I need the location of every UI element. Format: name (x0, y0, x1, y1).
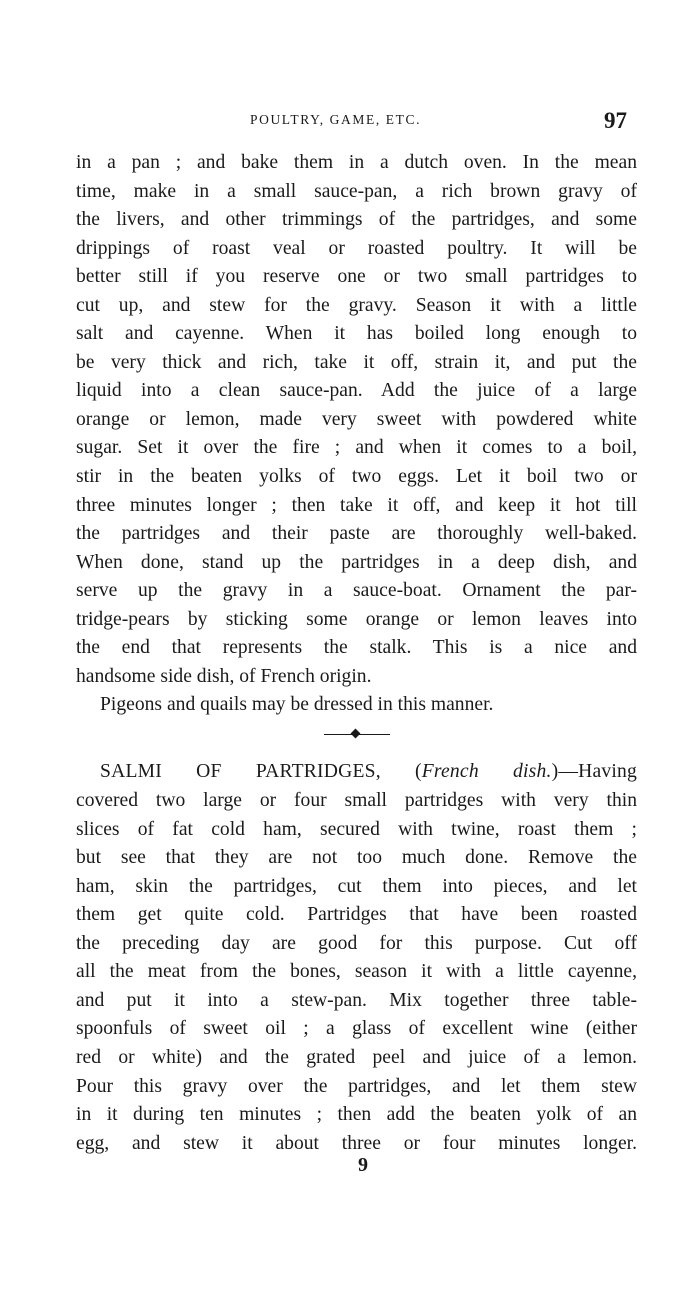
text-line: the livers, and other trimmings of the partridges, and some (76, 209, 637, 231)
text-line: tridge-pears by sticking some orange or lemon leaves into (76, 608, 637, 630)
text-line: ham, skin the partridges, cut them into pieces, and let (76, 875, 637, 897)
text-line: salt and cayenne. When it has boiled long enough to (76, 323, 637, 345)
recipe-continuation (76, 149, 637, 663)
text-line: the end that represents the stalk. This is a nice and (76, 637, 637, 659)
recipe-heading-line: SALMI OF PARTRIDGES, (French dish.)—Having (100, 761, 637, 783)
page-number: 97 (604, 108, 627, 133)
text-line: cut up, and stew for the gravy. Season it with a little (76, 294, 637, 316)
text-line: and put it into a stew-pan. Mix together three table- (76, 989, 637, 1011)
text-line: handsome side dish, of French origin. (76, 665, 372, 687)
text-line: covered two large or four small partridges with very thin (76, 790, 637, 812)
text-line: be very thick and rich, take it off, strain it, and put the (76, 351, 637, 373)
signature-mark: 9 (358, 1154, 368, 1176)
text-line: orange or lemon, made very sweet with powdered white (76, 408, 637, 430)
text-line: liquid into a clean sauce-pan. Add the juice of a large (76, 380, 637, 402)
text-line: spoonfuls of sweet oil ; a glass of excellent wine (either (76, 1018, 637, 1040)
recipe-subtitle: French dish. (421, 761, 552, 783)
text-line: but see that they are not too much done. Remove the (76, 847, 637, 869)
text-line: all the meat from the bones, season it with a little cayenne, (76, 961, 637, 983)
text-line: red or white) and the grated peel and juice of a lemon. (76, 1046, 637, 1068)
text-line: in it during ten minutes ; then add the beaten yolk of an (76, 1104, 637, 1126)
text-line: sugar. Set it over the fire ; and when it comes to a boil, (76, 437, 637, 459)
text-line: the preceding day are good for this purpose. Cut off (76, 932, 637, 954)
text-line: egg, and stew it about three or four minutes longer. (76, 1132, 637, 1154)
text-line: better still if you reserve one or two small partridges to (76, 266, 637, 288)
body-text (76, 149, 637, 1158)
text-line: slices of fat cold ham, secured with twine, roast them ; (76, 818, 637, 840)
text-line: time, make in a small sauce-pan, a rich brown gravy of (76, 180, 637, 202)
text-line: stir in the beaten yolks of two eggs. Let it boil two or (76, 466, 637, 488)
running-header (0, 108, 700, 134)
running-title: POULTRY, GAME, ETC. (250, 112, 422, 127)
divider-diamond-ornament (351, 728, 361, 738)
text-line: Pour this gravy over the partridges, and let them stew (76, 1075, 637, 1097)
recipe-title: SALMI OF PARTRIDGES, (100, 761, 381, 783)
section-divider (76, 720, 637, 749)
text-line: When done, stand up the partridges in a deep dish, and (76, 551, 637, 573)
text-line: serve up the gravy in a sauce-boat. Ornament the par- (76, 580, 637, 602)
text-line: them get quite cold. Partridges that have been roasted (76, 904, 637, 926)
text-line: the partridges and their paste are thoroughly well-baked. (76, 523, 637, 545)
text-line: in a pan ; and bake them in a dutch oven. In the mean (76, 152, 637, 173)
salmi-recipe-text (76, 787, 637, 1158)
serving-note: Pigeons and quails may be dressed in this manner. (100, 694, 494, 716)
text-line: three minutes longer ; then take it off, and keep it hot till (76, 494, 637, 516)
text-line: drippings of roast veal or roasted poultry. It will be (76, 237, 637, 259)
